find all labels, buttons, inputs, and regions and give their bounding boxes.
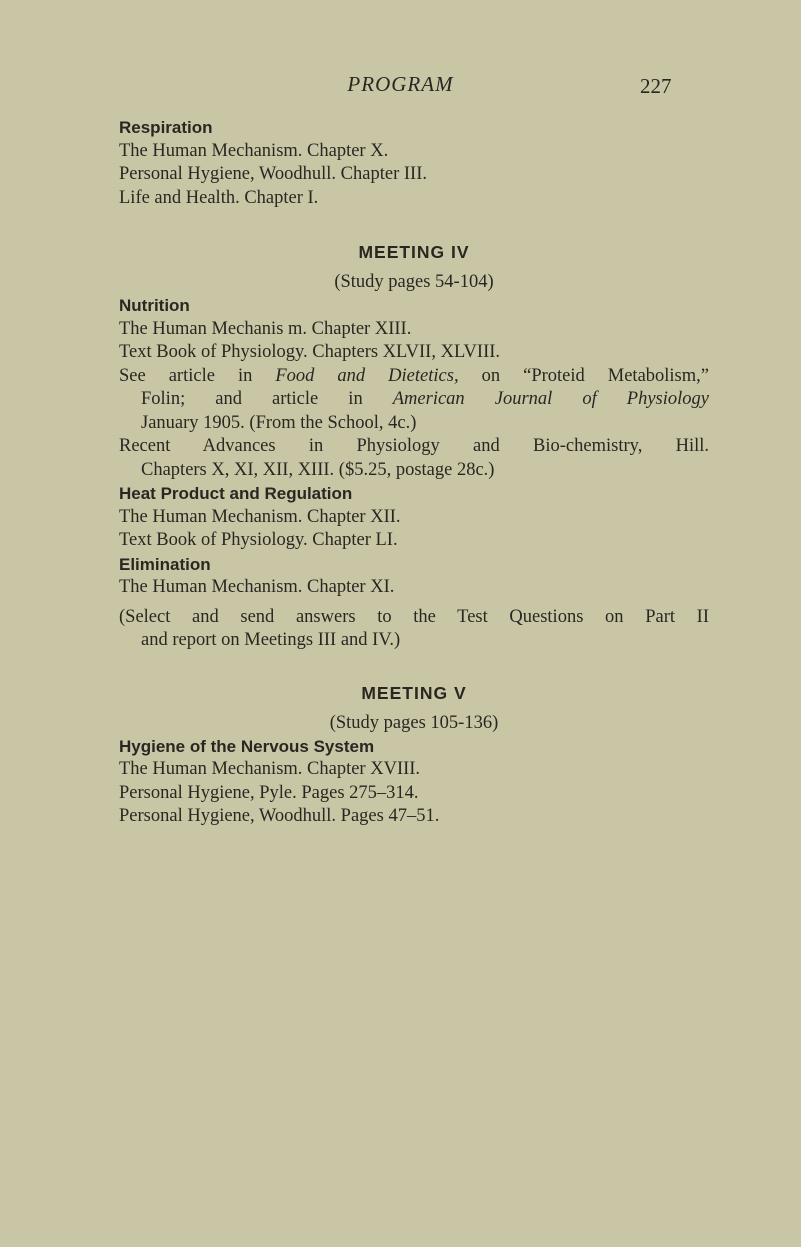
page-number: 227 [640, 74, 672, 98]
section-heading-elimination: Elimination [119, 554, 211, 574]
text-line: Personal Hygiene, Pyle. Pages 275–314. [119, 782, 419, 803]
text-line: Chapters X, XI, XII, XIII. ($5.25, postage 28c.) [141, 459, 495, 480]
section-heading-heat: Heat Product and Regulation [119, 484, 353, 503]
running-head: PROGRAM [347, 72, 454, 96]
text-line: The Human Mechanism. Chapter XII. [119, 506, 401, 527]
study-pages-iv: (Study pages 54-104) [334, 272, 494, 292]
text-line: The Human Mechanism. Chapter XI. [119, 577, 395, 597]
journal-title: Food and Dietetics, [275, 365, 459, 386]
text-line: and report on Meetings III and IV.) [141, 630, 401, 650]
section-heading-nutrition: Nutrition [119, 296, 190, 315]
text-line: Folin; and article in American Journal of Physiology [141, 389, 709, 409]
journal-title: American Journal of Physiology [392, 389, 709, 409]
text-line: Recent Advances in Physiology and Bio-chemistry, Hill. [119, 436, 709, 456]
section-heading-respiration: Respiration [119, 118, 213, 137]
text-line: Text Book of Physiology. Chapters XLVII, XLVIII. [119, 342, 501, 362]
text-line: Text Book of Physiology. Chapter LI. [119, 530, 398, 550]
text-line: Personal Hygiene, Woodhull. Pages 47–51. [119, 806, 440, 826]
study-pages-v: (Study pages 105-136) [329, 712, 499, 733]
text-line: Personal Hygiene, Woodhull. Chapter III. [119, 164, 427, 184]
text-line: (Select and send answers to the Test Questions on Part II [119, 606, 709, 627]
meeting-title-iv: MEETING IV [358, 242, 470, 262]
text-line: Life and Health. Chapter I. [119, 187, 319, 208]
text-line: The Human Mechanis m. Chapter XIII. [119, 318, 412, 339]
meeting-title-v: MEETING V [361, 682, 467, 703]
text-line: January 1905. (From the School, 4c.) [141, 412, 417, 433]
section-heading-hygiene: Hygiene of the Nervous System [119, 736, 375, 756]
page-header [0, 72, 801, 102]
text-line: The Human Mechanism. Chapter X. [119, 140, 389, 161]
page-body [119, 116, 709, 829]
text-line: The Human Mechanism. Chapter XVIII. [119, 759, 421, 779]
text-line: See article in Food and Dietetics, on “Proteid Metabolism,” [119, 365, 709, 386]
